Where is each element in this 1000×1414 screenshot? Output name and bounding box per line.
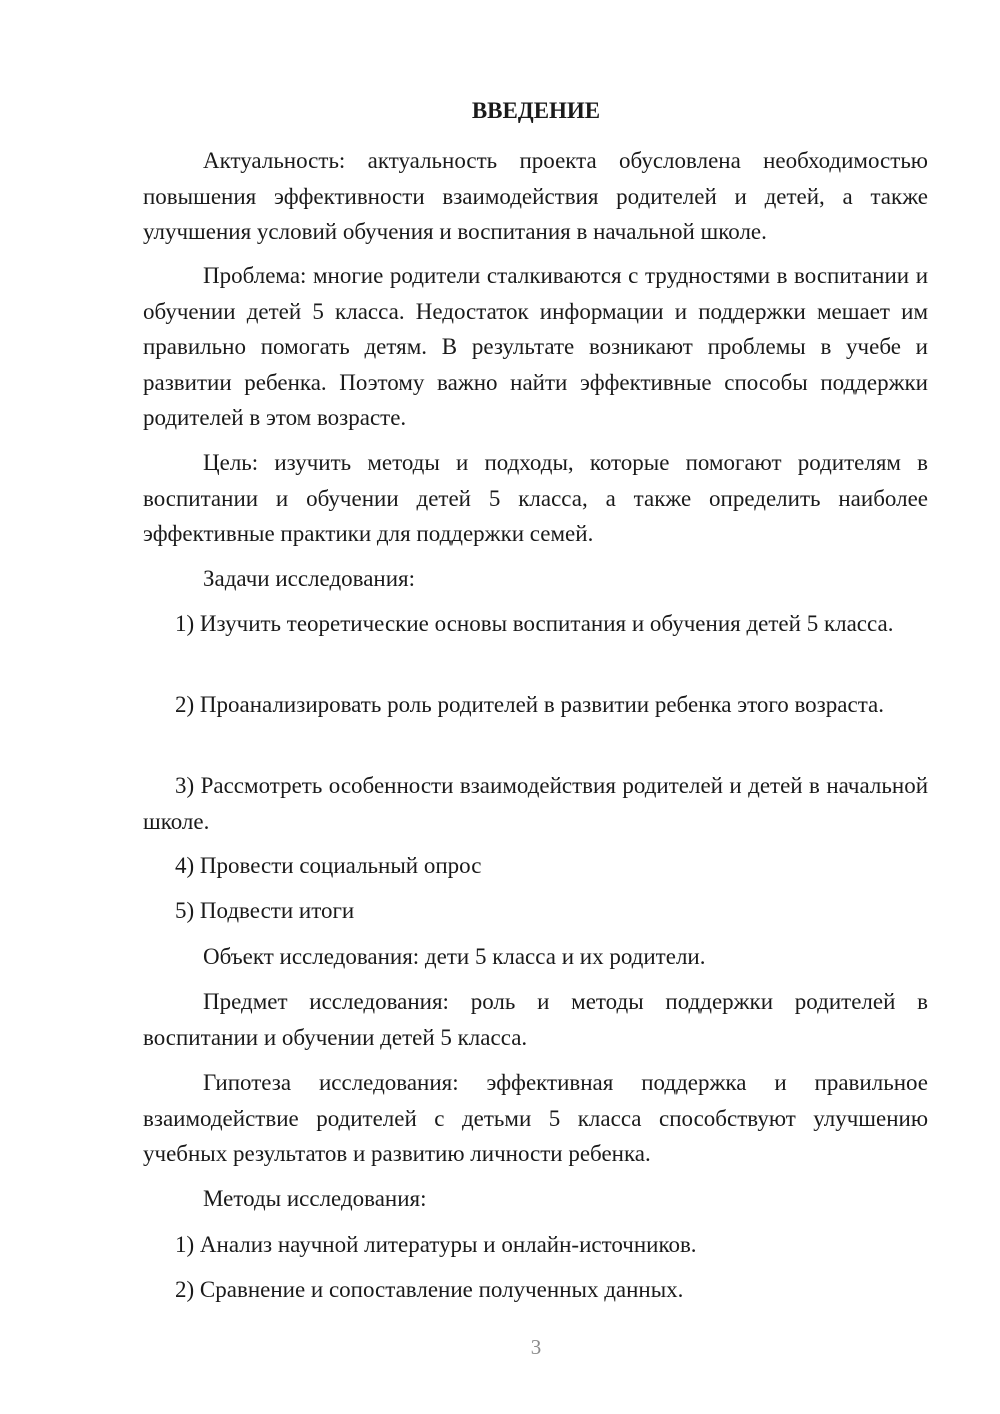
- paragraph-problem: Проблема: многие родители сталкиваются с трудностями в воспитании и обучении детей 5 класса. Недостаток информации и поддержки мешает им правильно помогать детям. В результате возникают проблемы в учебе и развитии ребенка. Поэтому важно найти эффективные способы поддержки родителей в этом возрасте.: [143, 263, 928, 430]
- list-item-task-4: 4) Провести социальный опрос: [175, 853, 482, 878]
- paragraph-hypothesis: Гипотеза исследования: эффективная поддержка и правильное взаимодействие родителей с детьми 5 класса способствуют улучшению учебных результатов и развитию личности ребенка.: [143, 1070, 928, 1166]
- paragraph-object: Объект исследования: дети 5 класса и их родители.: [203, 944, 706, 969]
- list-item-task-1: 1) Изучить теоретические основы воспитания и обучения детей 5 класса.: [175, 611, 894, 636]
- list-item-method-2: 2) Сравнение и сопоставление полученных данных.: [175, 1277, 684, 1302]
- list-item-task-3: 3) Рассмотреть особенности взаимодействия родителей и детей в начальной школе.: [143, 773, 928, 834]
- paragraph-relevance: Актуальность: актуальность проекта обусловлена необходимостью повышения эффективности взаимодействия родителей и детей, а также улучшения условий обучения и воспитания в начальной школе.: [143, 148, 928, 244]
- list-item-method-1: 1) Анализ научной литературы и онлайн-источников.: [175, 1232, 697, 1257]
- paragraph-tasks-heading: Задачи исследования:: [203, 566, 416, 591]
- paragraph-methods-heading: Методы исследования:: [203, 1186, 427, 1211]
- page-number: 3: [530, 1335, 542, 1359]
- page-title: ВВЕДЕНИЕ: [471, 98, 601, 123]
- list-item-task-2: 2) Проанализировать роль родителей в развитии ребенка этого возраста.: [175, 692, 884, 717]
- paragraph-subject: Предмет исследования: роль и методы поддержки родителей в воспитании и обучении детей 5 класса.: [143, 989, 928, 1050]
- list-item-task-5: 5) Подвести итоги: [175, 898, 355, 923]
- paragraph-goal: Цель: изучить методы и подходы, которые помогают родителям в воспитании и обучении детей 5 класса, а также определить наиболее эффективные практики для поддержки семей.: [143, 450, 928, 546]
